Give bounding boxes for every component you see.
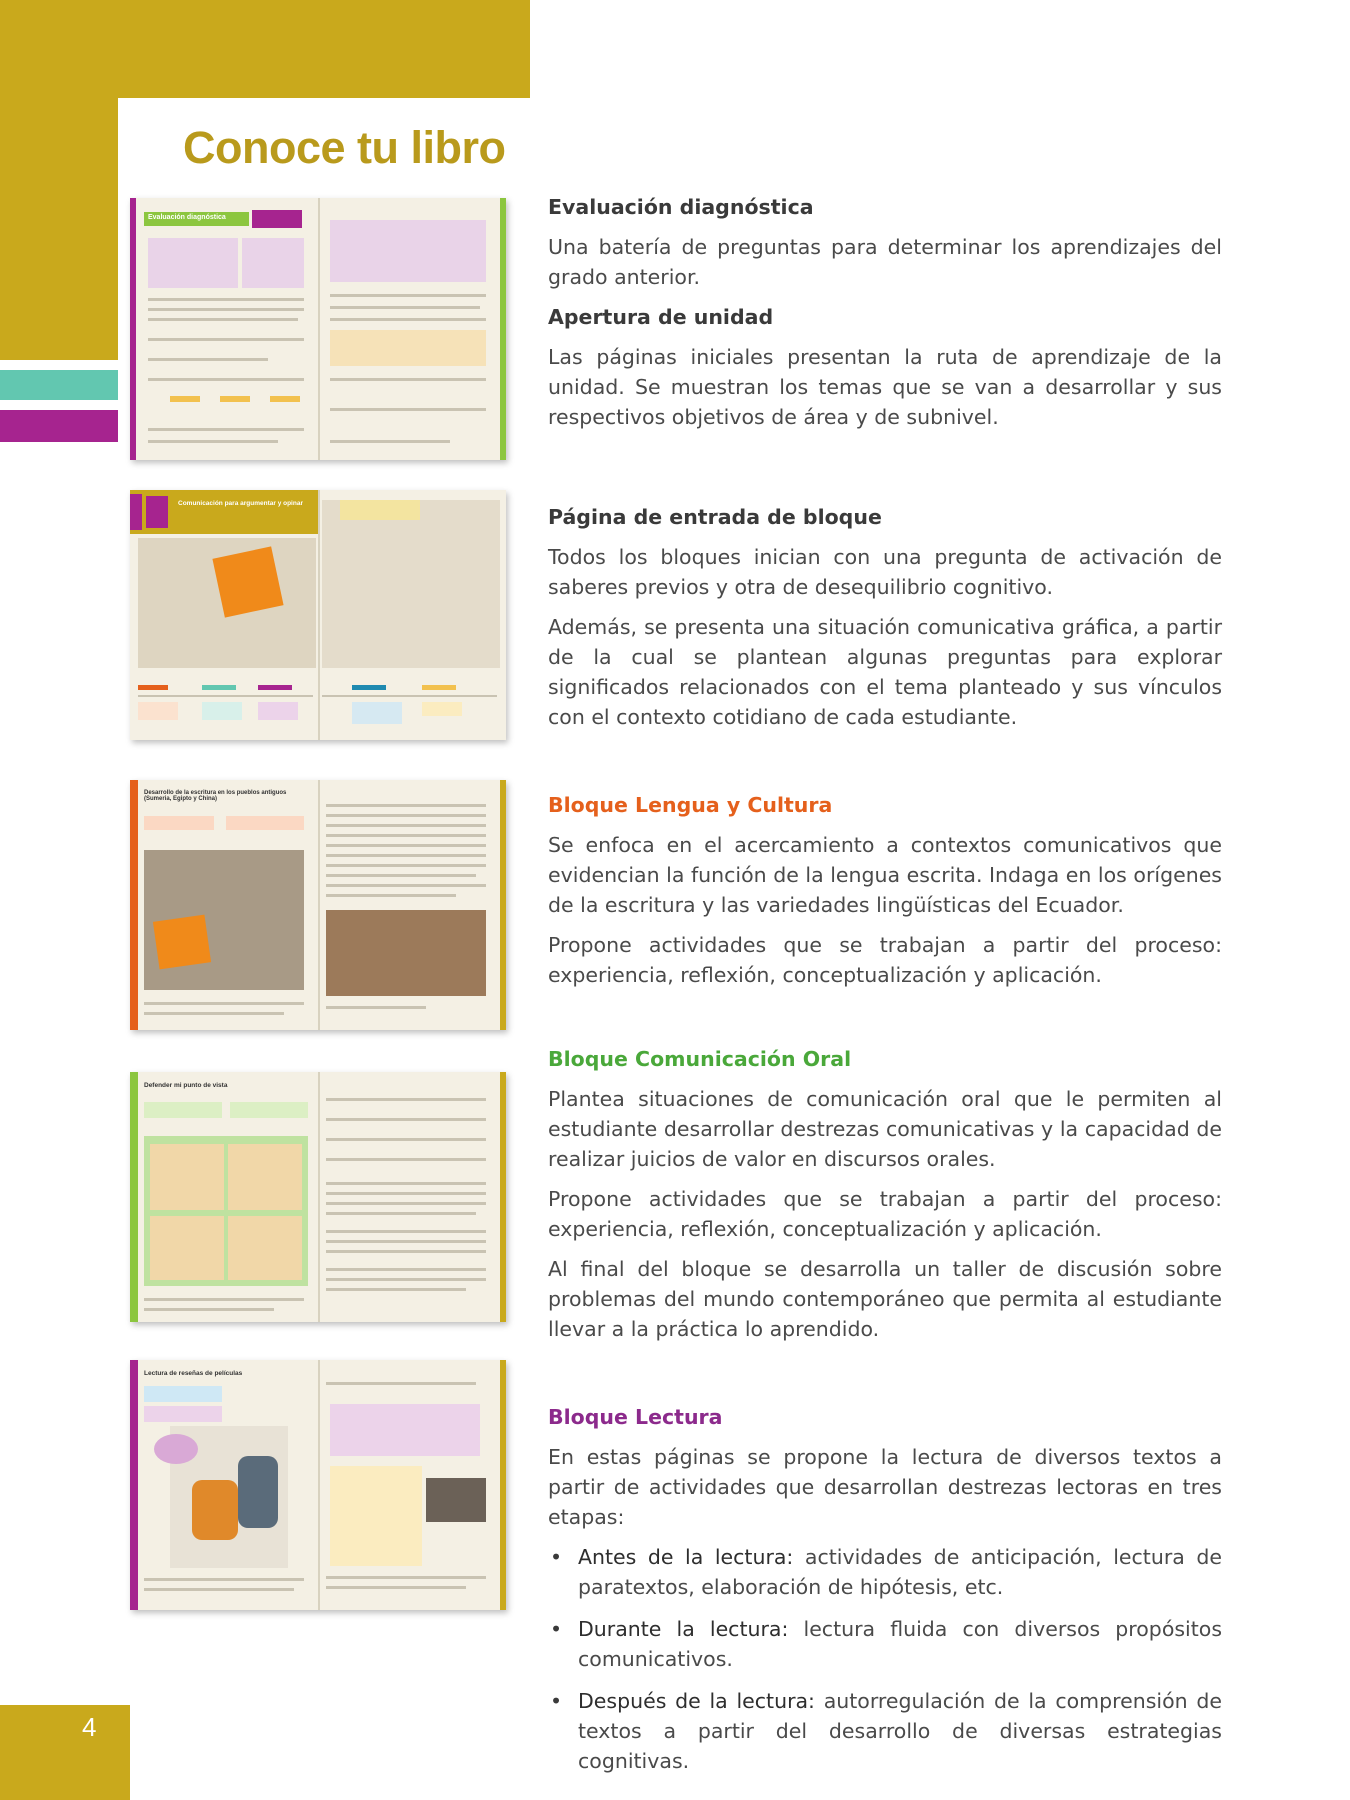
thumbnail-lectura xyxy=(130,1360,506,1610)
thumb-box xyxy=(258,702,298,720)
thumb-orange-tile xyxy=(212,546,283,617)
thumb-box xyxy=(144,1386,222,1402)
section-title: Página de entrada de bloque xyxy=(548,505,882,529)
thumb-text-line xyxy=(330,440,450,443)
thumb-box xyxy=(202,702,242,720)
section-entrada xyxy=(548,502,1222,790)
teal-stripe xyxy=(0,370,118,400)
thumb-text-line xyxy=(326,1240,486,1243)
thumb-comic-panel xyxy=(228,1144,302,1210)
thumb-route-bar xyxy=(352,685,386,690)
footer-gold-band xyxy=(0,1705,130,1800)
thumb-route-bar xyxy=(422,685,456,690)
thumbnail-lengua xyxy=(130,780,506,1030)
thumb-text-line xyxy=(326,814,486,817)
thumb-box xyxy=(226,816,304,830)
stage-text: lectura fluida con diversos propósitos comunicativos. xyxy=(578,1617,1222,1671)
thumb-text-line xyxy=(326,854,486,857)
thumb-title-text: Evaluación diagnóstica xyxy=(148,214,226,221)
thumb-figure xyxy=(238,1456,278,1528)
section-evaluacion xyxy=(548,192,1222,502)
thumb-text-line xyxy=(148,378,304,381)
thumb-text-line xyxy=(330,408,486,411)
thumb-text-line xyxy=(326,804,486,807)
thumb-box xyxy=(144,1406,222,1422)
thumb-text-line xyxy=(326,874,476,877)
thumb-gutter xyxy=(318,780,320,1030)
page-number: 4 xyxy=(82,1712,97,1742)
thumb-text-line xyxy=(326,1192,486,1195)
thumb-text-line xyxy=(144,1308,274,1311)
stage-lead: Durante la lectura: xyxy=(578,1617,789,1641)
thumb-text-line xyxy=(326,1118,486,1121)
section-paragraph: Al final del bloque se desarrolla un taller de discusión sobre problemas del mundo contemporáneo que permita al estudiante llevar a la práctica lo aprendido. xyxy=(548,1257,1222,1341)
section-paragraph: Una batería de preguntas para determinar los aprendizajes del grado anterior. xyxy=(548,235,1222,289)
section-paragraph: Plantea situaciones de comunicación oral que le permiten al estudiante desarrollar destrezas comunicativas y la capacidad de realizar juicios de valor en discursos orales. xyxy=(548,1087,1222,1171)
stage-lead: Después de la lectura: xyxy=(578,1689,815,1713)
thumb-text-line xyxy=(326,1098,486,1101)
purple-stripe xyxy=(0,410,118,442)
content-column xyxy=(548,192,1222,1790)
thumb-text-line xyxy=(330,378,486,381)
thumb-text-line xyxy=(326,1382,476,1385)
thumb-unit-number xyxy=(146,496,168,528)
thumb-text-line xyxy=(144,1012,284,1015)
thumb-box xyxy=(148,238,238,288)
thumb-table xyxy=(330,220,486,282)
thumb-figure xyxy=(192,1480,238,1540)
thumb-title-text: Comunicación para argumentar y opinar xyxy=(178,500,303,507)
thumb-title-text: Lectura de reseñas de películas xyxy=(144,1370,243,1377)
thumb-left-strip xyxy=(130,1360,138,1610)
thumb-box xyxy=(352,702,402,724)
thumbnail-evaluacion xyxy=(130,198,506,460)
thumb-route-line xyxy=(138,695,313,697)
thumb-title-box xyxy=(340,500,420,520)
thumb-text-line xyxy=(326,1268,486,1271)
thumb-gutter xyxy=(318,1072,320,1322)
thumb-text-line xyxy=(148,318,298,321)
thumb-text-line xyxy=(326,1158,486,1161)
thumb-box xyxy=(242,238,304,288)
thumb-text-line xyxy=(330,306,480,309)
section-lectura xyxy=(548,1402,1222,1776)
thumb-text-line xyxy=(326,1182,486,1185)
thumb-box xyxy=(144,816,214,830)
thumb-text-line xyxy=(326,1202,486,1205)
thumbnail-oral xyxy=(130,1072,506,1322)
thumb-text-line xyxy=(144,1002,304,1005)
thumb-text-line xyxy=(330,318,486,321)
left-gold-band xyxy=(0,0,118,360)
thumb-text-line xyxy=(326,1250,486,1253)
thumb-text-line xyxy=(326,1288,466,1291)
thumb-box xyxy=(144,1102,222,1118)
thumb-box xyxy=(330,330,486,366)
thumb-text-line xyxy=(148,440,278,443)
thumb-text-line xyxy=(144,1588,294,1591)
thumb-box xyxy=(220,396,250,402)
thumb-text-line xyxy=(326,834,486,837)
section-paragraph: En estas páginas se propone la lectura de diversos textos a partir de actividades que desarrollan destrezas lectoras en tres etapas: xyxy=(548,1445,1222,1529)
thumb-box xyxy=(138,702,178,720)
thumb-route-line xyxy=(322,695,497,697)
thumb-article-box xyxy=(330,1466,422,1566)
section-paragraph: Se enfoca en el acercamiento a contextos comunicativos que evidencian la función de la lengua escrita. Indaga en los orígenes de la escritura y las variedades lingüísticas del Ecuador. xyxy=(548,833,1222,917)
thumb-box xyxy=(170,396,200,402)
thumb-photo xyxy=(426,1478,486,1522)
thumb-box xyxy=(230,1102,308,1118)
stage-text: autorregulación de la comprensión de textos a partir del desarrollo de diversas estrategias cognitivas. xyxy=(578,1689,1222,1773)
thumb-right-strip xyxy=(500,780,506,1030)
thumb-text-line xyxy=(326,1006,426,1009)
section-title: Evaluación diagnóstica xyxy=(548,195,814,219)
section-paragraph: Todos los bloques inician con una pregunta de activación de saberes previos y otra de desequilibrio cognitivo. xyxy=(548,545,1222,599)
thumb-comic-panel xyxy=(150,1216,224,1280)
thumb-text-line xyxy=(326,1586,466,1589)
thumb-text-line xyxy=(144,1298,304,1301)
thumb-title-text: Desarrollo de la escritura en los pueblos antiguos (Sumeria, Egipto y China) xyxy=(144,790,287,802)
thumb-text-line xyxy=(330,294,486,297)
thumb-gutter xyxy=(318,1360,320,1610)
thumb-comic-panel xyxy=(228,1216,302,1280)
thumb-text-line xyxy=(326,1576,486,1579)
thumb-left-strip xyxy=(130,780,138,1030)
thumb-right-strip xyxy=(500,1072,506,1322)
thumb-text-line xyxy=(326,844,486,847)
stage-list xyxy=(548,1542,1222,1776)
section-title: Apertura de unidad xyxy=(548,305,774,329)
section-paragraph: Las páginas iniciales presentan la ruta de aprendizaje de la unidad. Se muestran los temas que se van a desarrollar y sus respectivos objetivos de área y de subnivel. xyxy=(548,345,1222,429)
thumb-text-line xyxy=(326,824,486,827)
stage-item xyxy=(548,1614,1222,1674)
thumb-egypt-image xyxy=(322,500,500,668)
thumb-box xyxy=(270,396,300,402)
thumb-route-bar xyxy=(258,685,292,690)
stage-item xyxy=(548,1686,1222,1776)
thumb-box xyxy=(422,702,462,716)
thumb-comic-panel xyxy=(150,1144,224,1210)
thumb-text-line xyxy=(148,428,304,431)
stage-item xyxy=(548,1542,1222,1602)
thumb-right-strip xyxy=(500,198,506,460)
thumb-text-line xyxy=(326,1138,486,1141)
stage-text: actividades de anticipación, lectura de paratextos, elaboración de hipótesis, etc. xyxy=(578,1545,1222,1599)
thumb-route-bar xyxy=(202,685,236,690)
thumb-right-strip xyxy=(500,1360,506,1610)
thumb-orange-tile xyxy=(153,915,211,970)
section-title: Bloque Comunicación Oral xyxy=(548,1047,852,1071)
thumb-text-line xyxy=(326,1212,476,1215)
thumb-left-strip xyxy=(130,1072,138,1322)
thumb-text-line xyxy=(148,338,304,341)
thumb-badge xyxy=(252,210,302,228)
thumb-gutter xyxy=(318,490,320,740)
thumb-text-line xyxy=(326,1278,486,1281)
thumb-text-line xyxy=(148,358,268,361)
thumb-unit-tab xyxy=(130,494,142,530)
thumb-text-line xyxy=(148,308,304,311)
section-paragraph: Además, se presenta una situación comunicativa gráfica, a partir de la cual se plantean algunas preguntas para explorar significados relacionados con el tema planteado y sus vínculos con el contexto cotidiano de cada estudiante. xyxy=(548,615,1222,729)
thumb-speech-bubble xyxy=(154,1434,198,1464)
thumb-title-text: Defender mi punto de vista xyxy=(144,1082,228,1089)
thumb-text-line xyxy=(326,884,486,887)
section-paragraph: Propone actividades que se trabajan a partir del proceso: experiencia, reflexión, conceptualización y aplicación. xyxy=(548,933,1222,987)
thumb-gutter xyxy=(318,198,320,460)
thumb-left-strip xyxy=(130,198,136,460)
section-title: Bloque Lengua y Cultura xyxy=(548,793,833,817)
thumb-text-line xyxy=(326,1230,486,1233)
section-oral xyxy=(548,1044,1222,1402)
thumbnail-apertura xyxy=(130,490,506,740)
section-paragraph: Propone actividades que se trabajan a partir del proceso: experiencia, reflexión, conceptualización y aplicación. xyxy=(548,1187,1222,1241)
stage-lead: Antes de la lectura: xyxy=(578,1545,794,1569)
thumb-table xyxy=(330,1404,480,1456)
section-lengua xyxy=(548,790,1222,1044)
thumb-text-line xyxy=(148,298,304,301)
page-title: Conoce tu libro xyxy=(183,122,506,173)
thumb-text-line xyxy=(326,894,456,897)
thumb-route-bar xyxy=(138,685,168,690)
thumb-relief-image xyxy=(326,910,486,996)
thumb-text-line xyxy=(144,1578,304,1581)
section-title: Bloque Lectura xyxy=(548,1405,723,1429)
thumb-text-line xyxy=(326,864,486,867)
